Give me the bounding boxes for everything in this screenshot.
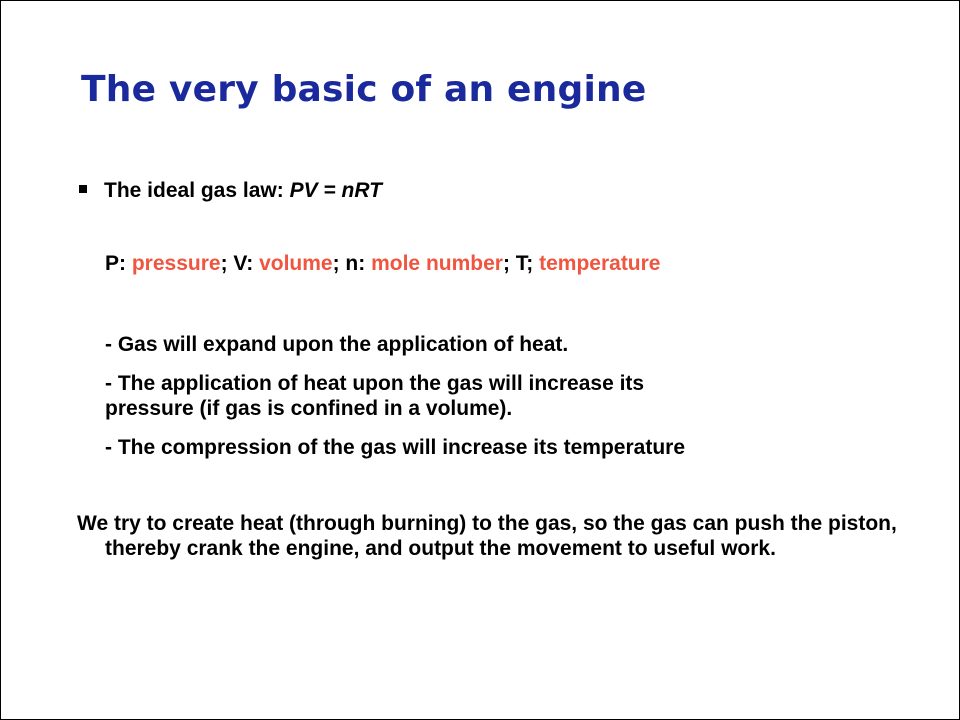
- t-meaning: temperature: [539, 252, 661, 275]
- n-meaning: mole number: [371, 252, 503, 275]
- bullet-ideal-gas-law: [79, 177, 382, 205]
- v-meaning: volume: [259, 252, 333, 275]
- point-heat-pressure-cont: pressure (if gas is confined in a volume).: [105, 397, 513, 420]
- point-compression: - The compression of the gas will increase its temperature: [105, 436, 686, 459]
- square-bullet-icon: [79, 185, 87, 193]
- n-label: ; n:: [332, 252, 372, 275]
- v-label: ; V:: [220, 252, 260, 275]
- bullet-text: [104, 179, 382, 202]
- variable-definitions: [105, 251, 661, 276]
- summary-paragraph: We try to create heat (through burning) to the gas, so the gas can push the piston, thereby crank the engine, and output the movement to useful work.: [77, 512, 897, 560]
- p-label: P:: [105, 252, 132, 275]
- slide-title: The very basic of an engine: [81, 69, 647, 110]
- gas-law-formula: PV = nRT: [289, 179, 382, 202]
- t-label: ; T;: [502, 252, 540, 275]
- bullet-prefix: The ideal gas law:: [104, 179, 290, 202]
- point-heat-pressure: - The application of heat upon the gas will increase its: [105, 372, 645, 395]
- p-meaning: pressure: [131, 252, 221, 275]
- point-expansion: - Gas will expand upon the application of heat.: [105, 333, 569, 356]
